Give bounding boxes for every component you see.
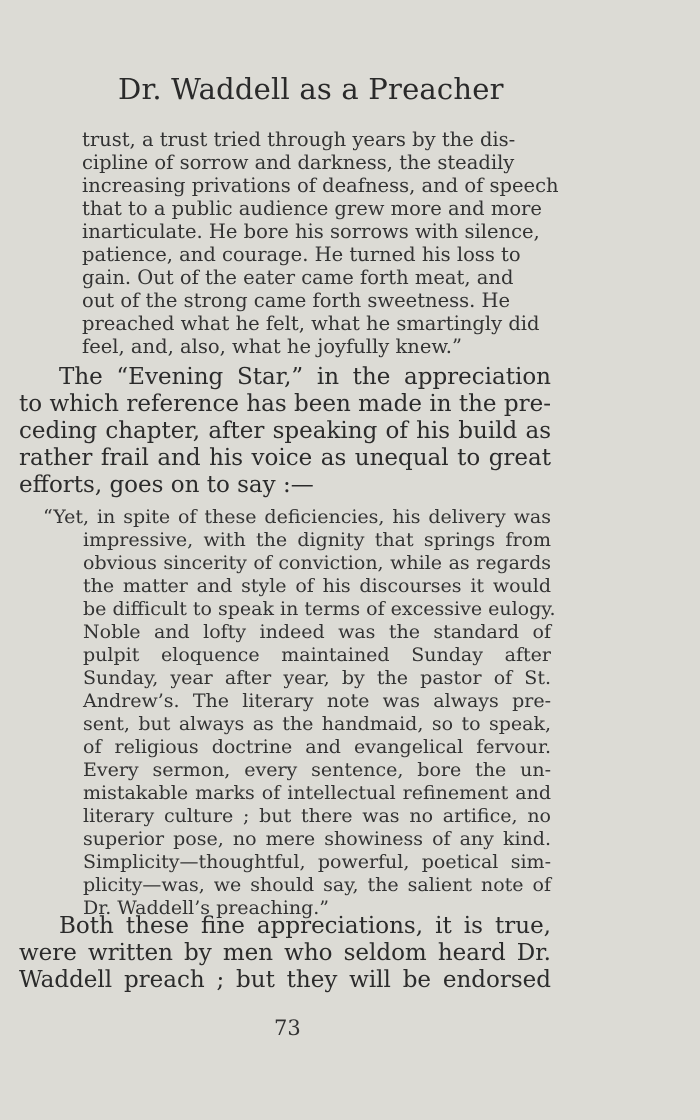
text-line: be difficult to speak in terms of excessive eulogy. <box>83 598 556 620</box>
text-line: were written by men who seldom heard Dr. <box>19 940 551 966</box>
text-line: “Yet, in spite of these deficiencies, his delivery was <box>43 506 551 528</box>
text-line: efforts, goes on to say :— <box>19 472 314 498</box>
text-line: Simplicity—thoughtful, powerful, poetical sim- <box>83 851 551 873</box>
text-line: The “Evening Star,” in the appreciation <box>59 364 551 390</box>
text-line: Every sermon, every sentence, bore the un- <box>83 759 551 781</box>
text-line: gain. Out of the eater came forth meat, and <box>82 266 514 289</box>
text-line: feel, and, also, what he joyfully knew.” <box>82 335 462 358</box>
text-line: the matter and style of his discourses it would <box>83 575 551 597</box>
text-line: to which reference has been made in the pre- <box>19 391 551 417</box>
text-line: sent, but always as the handmaid, so to speak, <box>83 713 551 735</box>
text-line: inarticulate. He bore his sorrows with silence, <box>82 220 540 243</box>
text-line: Dr. Waddell’s preaching.” <box>83 897 329 919</box>
text-line: superior pose, no mere showiness of any kind. <box>83 828 551 850</box>
text-line: that to a public audience grew more and more <box>82 197 542 220</box>
text-line: obvious sincerity of conviction, while as regards <box>83 552 551 574</box>
page-number: 73 <box>274 1016 301 1040</box>
text-line: Andrew’s. The literary note was always pre- <box>83 690 551 712</box>
text-line: impressive, with the dignity that springs from <box>83 529 551 551</box>
text-line: Sunday, year after year, by the pastor of St. <box>83 667 551 689</box>
text-line: out of the strong came forth sweetness. He <box>82 289 511 312</box>
text-line: pulpit eloquence maintained Sunday after <box>83 644 551 666</box>
text-line: mistakable marks of intellectual refinement and <box>83 782 551 804</box>
text-line: of religious doctrine and evangelical fervour. <box>83 736 551 758</box>
text-line: literary culture ; but there was no artifice, no <box>83 805 551 827</box>
text-line: preached what he felt, what he smartingly did <box>82 312 540 335</box>
text-line: cipline of sorrow and darkness, the steadily <box>82 151 515 174</box>
text-line: increasing privations of deafness, and of speech <box>82 174 559 197</box>
text-line: Waddell preach ; but they will be endorsed <box>19 967 551 993</box>
text-line: plicity—was, we should say, the salient note of <box>83 874 551 896</box>
running-head: Dr. Waddell as a Preacher <box>118 72 504 106</box>
text-line: patience, and courage. He turned his loss to <box>82 243 521 266</box>
text-line: Noble and lofty indeed was the standard of <box>83 621 551 643</box>
text-line: rather frail and his voice as unequal to great <box>19 445 551 471</box>
text-line: ceding chapter, after speaking of his build as <box>19 418 551 444</box>
text-line: Both these fine appreciations, it is true, <box>59 913 551 939</box>
text-line: trust, a trust tried through years by the dis- <box>82 128 516 151</box>
